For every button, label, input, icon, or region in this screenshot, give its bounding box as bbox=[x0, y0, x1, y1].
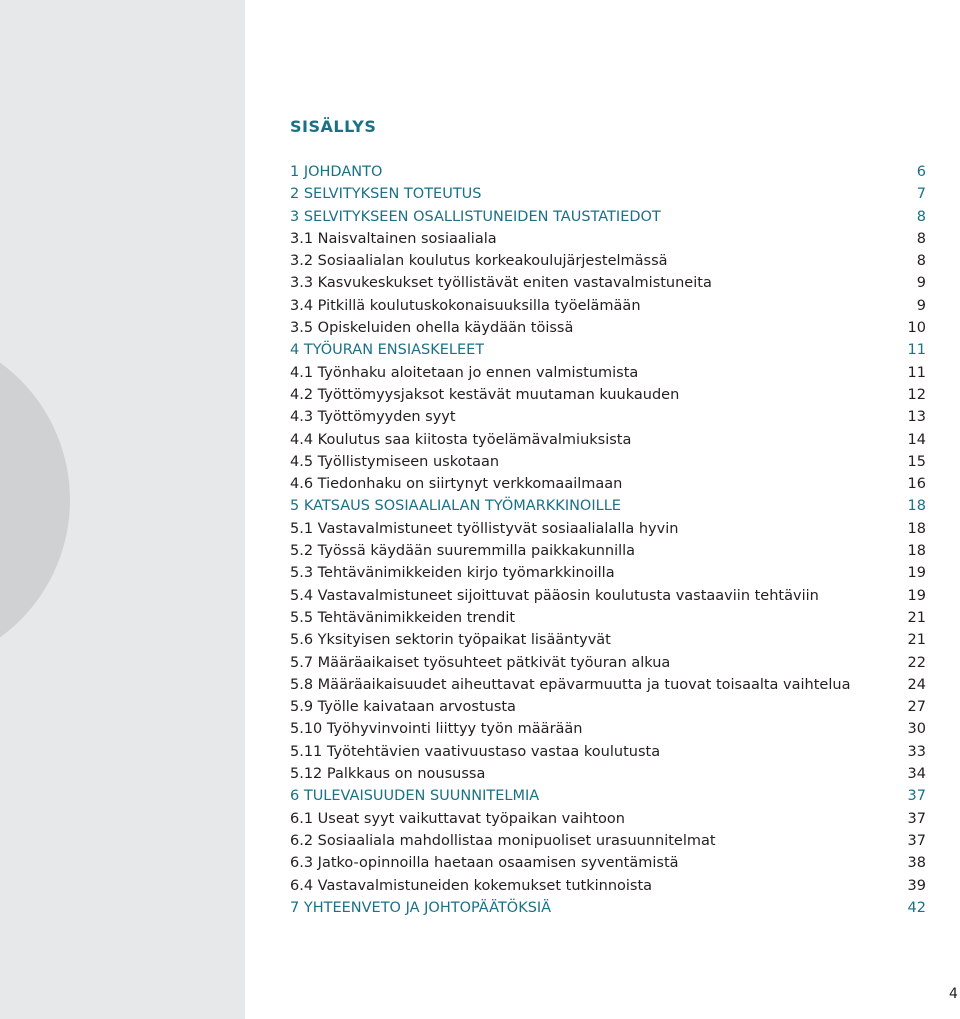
toc-section-entry[interactable] bbox=[290, 696, 926, 718]
toc-entry-page: 30 bbox=[907, 721, 926, 738]
toc-chapter-entry[interactable] bbox=[290, 785, 926, 807]
toc-section-entry[interactable] bbox=[290, 518, 926, 540]
toc-entry-label: 5.6 Yksityisen sektorin työpaikat lisääntyvät bbox=[290, 632, 611, 649]
toc-section-entry[interactable] bbox=[290, 741, 926, 763]
toc-section-entry[interactable] bbox=[290, 629, 926, 651]
toc-chapter-entry[interactable] bbox=[290, 206, 926, 228]
toc-section-entry[interactable] bbox=[290, 250, 926, 272]
toc-entry-page: 8 bbox=[916, 253, 926, 270]
toc-entry-label: 4.4 Koulutus saa kiitosta työelämävalmiuksista bbox=[290, 431, 632, 448]
toc-entry-page: 37 bbox=[907, 832, 926, 849]
toc-entry-page: 8 bbox=[916, 230, 926, 247]
toc-entry-label: 5.9 Työlle kaivataan arvostusta bbox=[290, 699, 516, 716]
table-of-contents bbox=[290, 161, 926, 919]
toc-entry-page: 19 bbox=[907, 587, 926, 604]
side-band bbox=[0, 0, 245, 1019]
toc-entry-label: 6.4 Vastavalmistuneiden kokemukset tutkinnoista bbox=[290, 877, 653, 894]
toc-entry-page: 22 bbox=[907, 654, 926, 671]
toc-chapter-entry[interactable] bbox=[290, 183, 926, 205]
toc-entry-page: 27 bbox=[907, 699, 926, 716]
toc-entry-label: 3 SELVITYKSEEN OSALLISTUNEIDEN TAUSTATIEDOT bbox=[290, 208, 661, 225]
toc-entry-page: 21 bbox=[907, 609, 926, 626]
toc-section-entry[interactable] bbox=[290, 585, 926, 607]
toc-section-entry[interactable] bbox=[290, 763, 926, 785]
toc-entry-label: 5.5 Tehtävänimikkeiden trendit bbox=[290, 609, 516, 626]
toc-entry-label: 4.2 Työttömyysjaksot kestävät muutaman kuukauden bbox=[290, 386, 680, 403]
toc-entry-label: 6.3 Jatko-opinnoilla haetaan osaamisen syventämistä bbox=[290, 855, 679, 872]
toc-entry-page: 11 bbox=[907, 364, 926, 381]
toc-entry-page: 18 bbox=[907, 543, 926, 560]
toc-section-entry[interactable] bbox=[290, 406, 926, 428]
toc-entry-label: 6 TULEVAISUUDEN SUUNNITELMIA bbox=[290, 788, 540, 805]
toc-chapter-entry[interactable] bbox=[290, 339, 926, 361]
toc-chapter-entry[interactable] bbox=[290, 161, 926, 183]
toc-section-entry[interactable] bbox=[290, 718, 926, 740]
toc-entry-label: 6.1 Useat syyt vaikuttavat työpaikan vaihtoon bbox=[290, 810, 625, 827]
toc-entry-page: 6 bbox=[916, 164, 926, 180]
toc-section-entry[interactable] bbox=[290, 429, 926, 451]
toc-entry-label: 5.7 Määräaikaiset työsuhteet pätkivät työuran alkua bbox=[290, 654, 671, 671]
toc-entry-page: 19 bbox=[907, 565, 926, 582]
toc-entry-page: 14 bbox=[907, 431, 926, 448]
toc-entry-label: 4.6 Tiedonhaku on siirtynyt verkkomaailmaan bbox=[290, 476, 623, 493]
toc-section-entry[interactable] bbox=[290, 473, 926, 495]
toc-entry-label: 5.2 Työssä käydään suuremmilla paikkakunnilla bbox=[290, 543, 636, 560]
toc-section-entry[interactable] bbox=[290, 362, 926, 384]
page-number: 4 bbox=[949, 986, 958, 1002]
toc-entry-page: 21 bbox=[907, 632, 926, 649]
toc-section-entry[interactable] bbox=[290, 674, 926, 696]
toc-section-entry[interactable] bbox=[290, 295, 926, 317]
toc-entry-label: 3.4 Pitkillä koulutuskokonaisuuksilla työelämään bbox=[290, 297, 641, 314]
toc-entry-label: 4.3 Työttömyyden syyt bbox=[290, 409, 456, 426]
toc-section-entry[interactable] bbox=[290, 830, 926, 852]
toc-section-entry[interactable] bbox=[290, 808, 926, 830]
decorative-circle bbox=[0, 330, 70, 670]
toc-entry-page: 24 bbox=[907, 676, 926, 693]
toc-section-entry[interactable] bbox=[290, 451, 926, 473]
toc-section-entry[interactable] bbox=[290, 852, 926, 874]
toc-entry-label: 5.12 Palkkaus on nousussa bbox=[290, 766, 486, 783]
toc-section-entry[interactable] bbox=[290, 875, 926, 897]
toc-entry-label: 5.1 Vastavalmistuneet työllistyvät sosiaalialalla hyvin bbox=[290, 520, 679, 537]
toc-entry-page: 34 bbox=[907, 766, 926, 783]
toc-entry-label: 5.4 Vastavalmistuneet sijoittuvat pääosin koulutusta vastaaviin tehtäviin bbox=[290, 587, 819, 604]
toc-entry-label: 5.10 Työhyvinvointi liittyy työn määrään bbox=[290, 721, 583, 738]
toc-entry-label: 5.11 Työtehtävien vaativuustaso vastaa koulutusta bbox=[290, 743, 661, 760]
toc-entry-label: 4.1 Työnhaku aloitetaan jo ennen valmistumista bbox=[290, 364, 639, 381]
toc-entry-page: 18 bbox=[907, 498, 926, 515]
toc-chapter-entry[interactable] bbox=[290, 495, 926, 517]
toc-entry-label: 5.8 Määräaikaisuudet aiheuttavat epävarmuutta ja tuovat toisaalta vaihtelua bbox=[290, 676, 851, 693]
toc-entry-page: 9 bbox=[916, 275, 926, 292]
toc-entry-label: 3.3 Kasvukeskukset työllistävät eniten vastavalmistuneita bbox=[290, 275, 712, 292]
toc-entry-label: 3.5 Opiskeluiden ohella käydään töissä bbox=[290, 320, 574, 337]
toc-entry-page: 16 bbox=[907, 476, 926, 493]
toc-section-entry[interactable] bbox=[290, 562, 926, 584]
toc-entry-page: 38 bbox=[907, 855, 926, 872]
toc-section-entry[interactable] bbox=[290, 652, 926, 674]
toc-entry-page: 10 bbox=[907, 320, 926, 337]
toc-entry-label: 6.2 Sosiaaliala mahdollistaa monipuoliset urasuunnitelmat bbox=[290, 832, 716, 849]
toc-entry-label: 3.2 Sosiaalialan koulutus korkeakoulujärjestelmässä bbox=[290, 253, 668, 270]
toc-section-entry[interactable] bbox=[290, 607, 926, 629]
toc-entry-label: 4 TYÖURAN ENSIASKELEET bbox=[290, 342, 485, 359]
toc-entry-page: 18 bbox=[907, 520, 926, 537]
toc-entry-label: 7 YHTEENVETO JA JOHTOPÄÄTÖKSIÄ bbox=[290, 899, 552, 916]
toc-entry-page: 37 bbox=[907, 810, 926, 827]
toc-entry-page: 15 bbox=[907, 453, 926, 470]
toc-entry-page: 33 bbox=[907, 743, 926, 760]
toc-entry-label: 5 KATSAUS SOSIAALIALAN TYÖMARKKINOILLE bbox=[290, 498, 621, 515]
toc-entry-page: 13 bbox=[907, 409, 926, 426]
toc-entry-page: 39 bbox=[907, 877, 926, 894]
toc-entry-page: 7 bbox=[916, 186, 926, 203]
toc-chapter-entry[interactable] bbox=[290, 897, 926, 919]
toc-entry-page: 9 bbox=[916, 297, 926, 314]
toc-entry-label: 4.5 Työllistymiseen uskotaan bbox=[290, 453, 500, 470]
toc-section-entry[interactable] bbox=[290, 228, 926, 250]
toc-entry-page: 8 bbox=[916, 208, 926, 225]
toc-entry-page: 11 bbox=[907, 342, 926, 359]
toc-section-entry[interactable] bbox=[290, 317, 926, 339]
toc-entry-label: 3.1 Naisvaltainen sosiaaliala bbox=[290, 230, 497, 247]
toc-section-entry[interactable] bbox=[290, 384, 926, 406]
toc-section-entry[interactable] bbox=[290, 272, 926, 294]
toc-entry-page: 37 bbox=[907, 788, 926, 805]
toc-entry-page: 12 bbox=[907, 386, 926, 403]
toc-title: SISÄLLYS bbox=[290, 117, 377, 136]
toc-entry-page: 42 bbox=[907, 899, 926, 916]
toc-entry-label: 1 JOHDANTO bbox=[290, 164, 383, 180]
toc-entry-label: 5.3 Tehtävänimikkeiden kirjo työmarkkinoilla bbox=[290, 565, 615, 582]
toc-entry-label: 2 SELVITYKSEN TOTEUTUS bbox=[290, 186, 482, 203]
toc-section-entry[interactable] bbox=[290, 540, 926, 562]
